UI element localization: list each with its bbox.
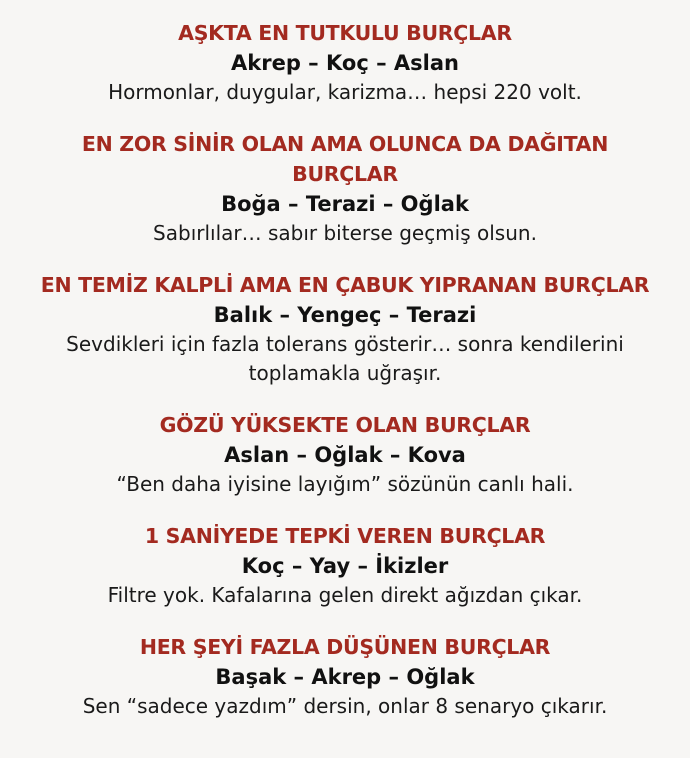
section-description: Filtre yok. Kafalarına gelen direkt ağızdan çıkar. [107,583,583,607]
section-description: Sen “sadece yazdım” dersin, onlar 8 senaryo çıkarır. [82,694,608,718]
section-description: Sabırlılar… sabır biterse geçmiş olsun. [153,221,537,245]
section-heading: EN TEMİZ KALPLİ AMA EN ÇABUK YIPRANAN BURÇLAR [40,273,650,297]
section-signs: Başak – Akrep – Oğlak [215,665,475,689]
section-signs: Balık – Yengeç – Terazi [213,303,477,327]
section-description: “Ben daha iyisine layığım” sözünün canlı hali. [116,472,574,496]
section-signs: Akrep – Koç – Aslan [231,51,459,75]
section-passionate [5,18,685,107]
section-instant-reaction [5,521,685,610]
section-pure-hearted [5,270,685,388]
section-heading: EN ZOR SİNİR OLAN AMA OLUNCA DA DAĞITAN BURÇLAR [81,132,609,186]
section-heading: HER ŞEYİ FAZLA DÜŞÜNEN BURÇLAR [139,635,551,659]
section-heading: AŞKTA EN TUTKULU BURÇLAR [178,21,512,45]
section-overthinkers [5,632,685,721]
section-heading: 1 SANİYEDE TEPKİ VEREN BURÇLAR [144,524,546,548]
section-signs: Aslan – Oğlak – Kova [224,443,466,467]
section-signs: Boğa – Terazi – Oğlak [221,192,469,216]
section-heading: GÖZÜ YÜKSEKTE OLAN BURÇLAR [159,413,531,437]
section-description: Sevdikleri için fazla tolerans gösterir… sonra kendilerini toplamakla uğraşır. [66,332,624,385]
section-description: Hormonlar, duygular, karizma… hepsi 220 volt. [108,80,582,104]
section-hard-to-anger [5,129,685,248]
section-signs: Koç – Yay – İkizler [241,554,449,578]
section-high-standards [5,410,685,499]
